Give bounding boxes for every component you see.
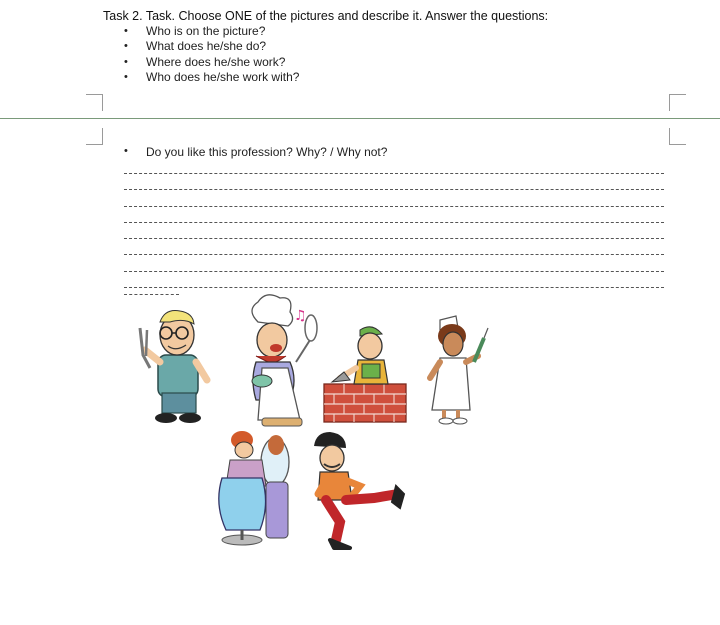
picture-dentist[interactable] [140, 310, 207, 423]
picture-dancer[interactable] [314, 432, 404, 548]
question-item: • Where does he/she work? [124, 55, 299, 70]
question-item: • Who does he/she work with? [124, 70, 299, 85]
question-item: • What does he/she do? [124, 39, 299, 54]
picture-cook[interactable] [252, 295, 317, 426]
picture-nurse[interactable] [430, 316, 488, 424]
followup-question-text: Do you like this profession? Why? / Why not? [146, 145, 388, 159]
picture-hairdresser[interactable] [219, 431, 289, 545]
bullet-dot: • [124, 145, 128, 157]
svg-text:♫: ♫ [294, 308, 307, 324]
task-title: Task 2. Task. Choose ONE of the pictures and describe it. Answer the questions: [103, 9, 549, 23]
picture-bricklayer[interactable] [324, 327, 406, 422]
question-item: • Who is on the picture? [124, 24, 299, 39]
